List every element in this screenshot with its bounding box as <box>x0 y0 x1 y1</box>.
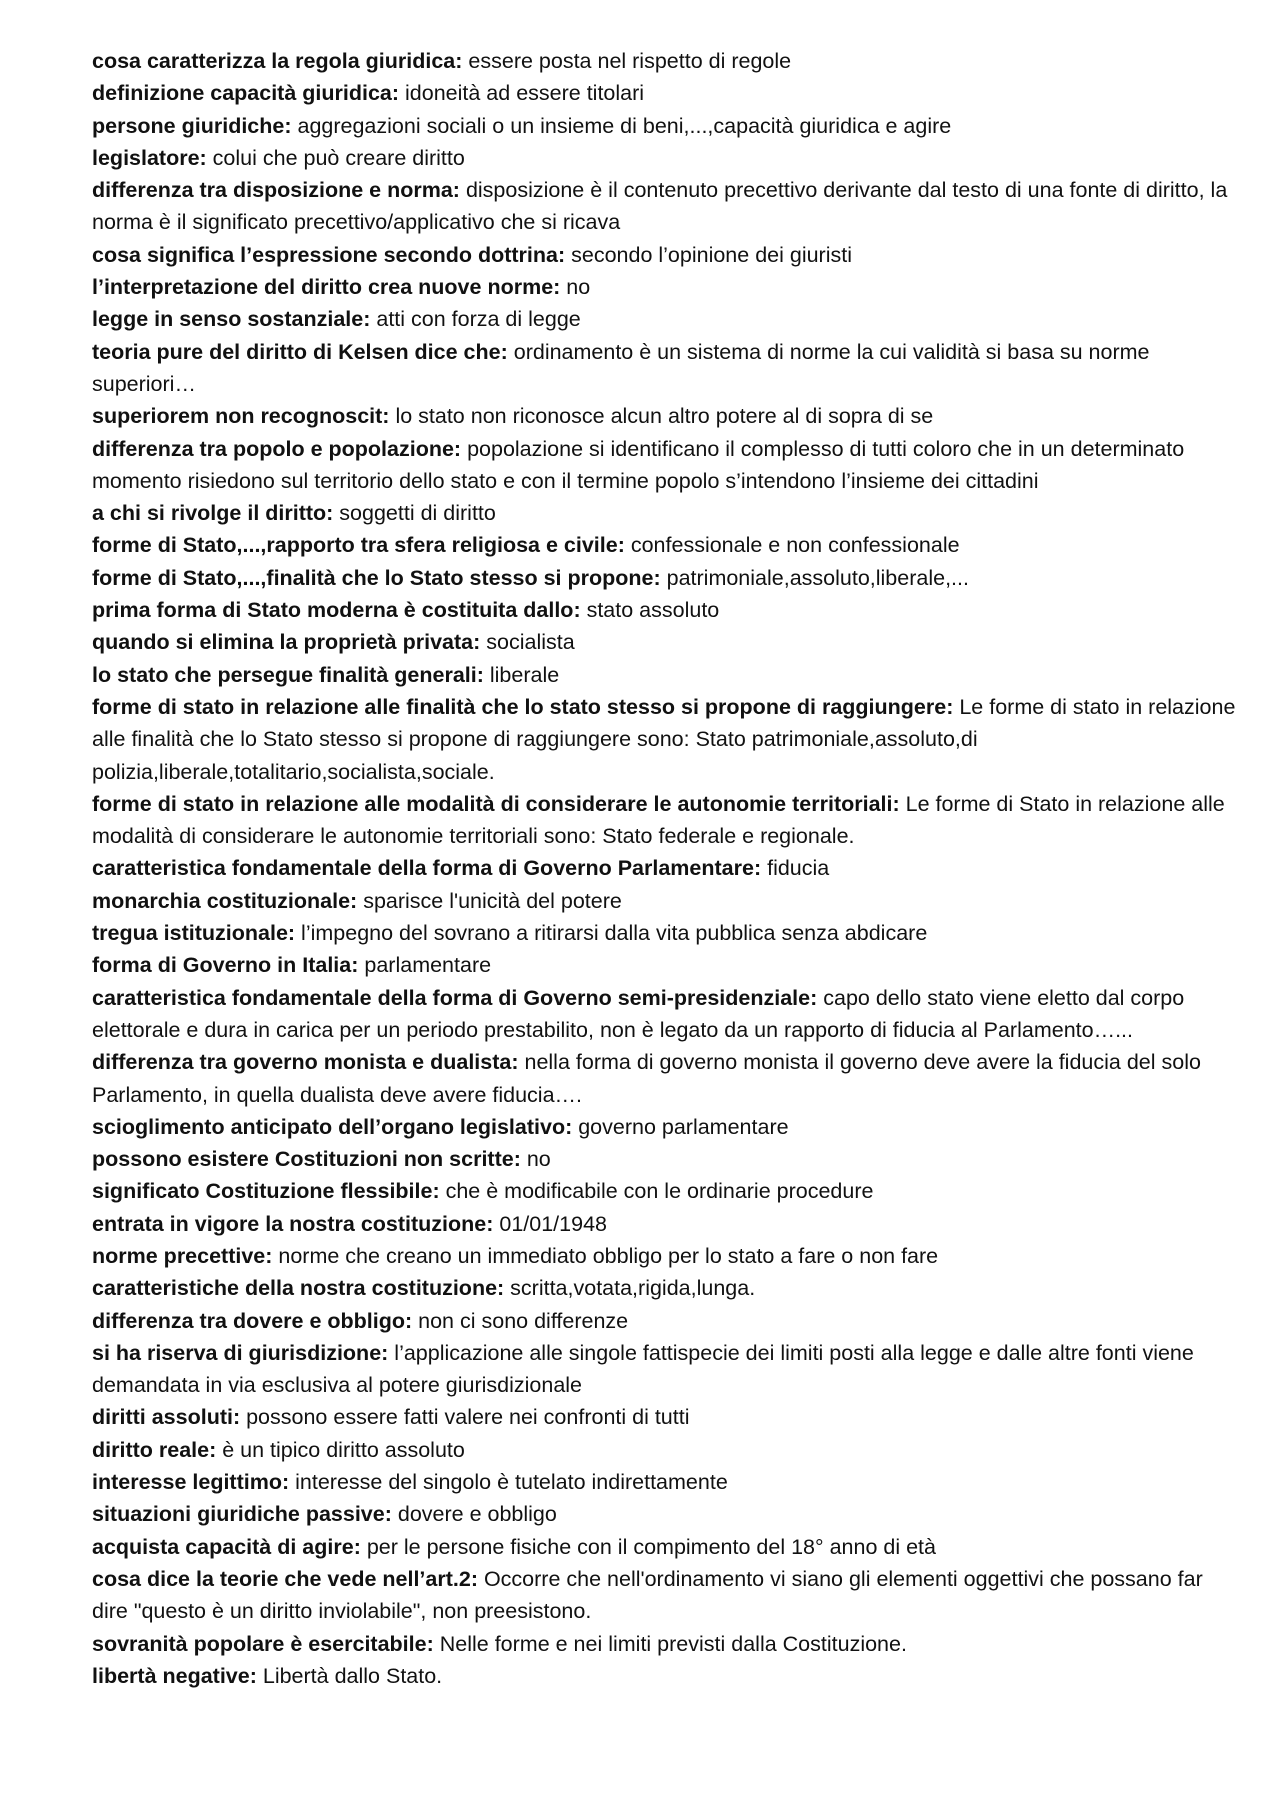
answer-text: nella forma di governo monista il governo deve avere la fiducia del solo Parlamento, in quella dualista deve avere fiducia…. <box>92 1050 1201 1107</box>
qa-entry <box>92 239 1244 271</box>
answer-text: no <box>560 275 591 300</box>
qa-entry <box>92 142 1244 174</box>
qa-entry <box>92 691 1244 788</box>
qa-entry <box>92 303 1244 335</box>
question-label: prima forma di Stato moderna è costituita dallo: <box>92 598 581 623</box>
question-label: teoria pure del diritto di Kelsen dice che: <box>92 339 508 364</box>
answer-text: governo parlamentare <box>572 1114 789 1139</box>
question-label: significato Costituzione flessibile: <box>92 1179 440 1204</box>
qa-entry <box>92 1175 1244 1207</box>
qa-entry <box>92 400 1244 432</box>
question-label: diritti assoluti: <box>92 1405 241 1430</box>
answer-text: Le forme di Stato in relazione alle modalità di considerare le autonomie territoriali sono: Stato federale e regionale. <box>92 791 1225 849</box>
answer-text: ordinamento è un sistema di norme la cui validità si basa su norme superiori… <box>92 339 1150 396</box>
qa-entry <box>92 497 1244 529</box>
question-label: forme di Stato,...,rapporto tra sfera religiosa e civile: <box>92 533 625 558</box>
qa-entry <box>92 1305 1244 1337</box>
question-label: quando si elimina la proprietà privata: <box>92 630 481 655</box>
answer-text: essere posta nel rispetto di regole <box>462 49 792 73</box>
question-label: diritto reale: <box>92 1437 217 1462</box>
answer-text: patrimoniale,assoluto,liberale,... <box>660 565 969 590</box>
question-label: differenza tra governo monista e dualista: <box>92 1050 519 1075</box>
qa-entry <box>92 885 1244 917</box>
answer-text: per le persone fisiche con il compimento del 18° anno di età <box>360 1534 936 1559</box>
answer-text: Occorre che nell'ordinamento vi siano gli elementi oggettivi che possano far dire "questo è un diritto inviolabile", non preesistono. <box>92 1566 1203 1624</box>
qa-entry <box>92 336 1244 401</box>
qa-entry <box>92 852 1244 884</box>
answer-text: che è modificabile con le ordinarie procedure <box>439 1179 874 1204</box>
question-label: situazioni giuridiche passive: <box>92 1502 392 1527</box>
question-label: differenza tra disposizione e norma: <box>92 178 460 203</box>
qa-entry <box>92 271 1244 303</box>
qa-entry <box>92 174 1244 239</box>
question-label: interesse legittimo: <box>92 1470 290 1495</box>
answer-text: soggetti di diritto <box>333 501 496 526</box>
question-label: cosa dice la teorie che vede nell’art.2: <box>92 1566 478 1591</box>
answer-text: Libertà dallo Stato. <box>256 1663 443 1688</box>
answer-text: Nelle forme e nei limiti previsti dalla Costituzione. <box>433 1631 907 1656</box>
question-label: caratteristiche della nostra costituzione: <box>92 1276 505 1301</box>
qa-entry <box>92 1466 1244 1498</box>
question-label: tregua istituzionale: <box>92 921 296 946</box>
answer-text: norme che creano un immediato obbligo per lo stato a fare o non fare <box>272 1243 939 1268</box>
qa-entry <box>92 1046 1244 1111</box>
document-page <box>92 45 1244 1692</box>
qa-entry <box>92 626 1244 658</box>
question-label: monarchia costituzionale: <box>92 888 358 913</box>
qa-entry <box>92 1531 1244 1563</box>
question-label: norme precettive: <box>92 1243 273 1268</box>
qa-entry <box>92 788 1244 853</box>
qa-entry <box>92 110 1244 142</box>
answer-text: liberale <box>483 662 560 687</box>
question-label: scioglimento anticipato dell’organo legislativo: <box>92 1114 573 1139</box>
question-label: superiorem non recognoscit: <box>92 404 390 429</box>
qa-entry <box>92 1240 1244 1272</box>
qa-entry <box>92 659 1244 691</box>
answer-text: non ci sono differenze <box>412 1308 629 1333</box>
answer-text: fiducia <box>761 856 830 881</box>
question-label: legge in senso sostanziale: <box>92 307 371 332</box>
qa-entry <box>92 1143 1244 1175</box>
question-label: forme di stato in relazione alle finalità che lo stato stesso si propone di raggiungere: <box>92 694 954 719</box>
question-label: differenza tra popolo e popolazione: <box>92 436 462 461</box>
answer-text: scritta,votata,rigida,lunga. <box>504 1276 756 1301</box>
answer-text: colui che può creare diritto <box>206 145 465 170</box>
qa-entry <box>92 1628 1244 1660</box>
qa-entry <box>92 594 1244 626</box>
answer-text: confessionale e non confessionale <box>624 533 960 558</box>
question-label: sovranità popolare è esercitabile: <box>92 1631 434 1656</box>
question-label: caratteristica fondamentale della forma di Governo Parlamentare: <box>92 856 762 881</box>
question-label: a chi si rivolge il diritto: <box>92 501 334 526</box>
qa-entry <box>92 77 1244 109</box>
question-label: legislatore: <box>92 145 207 170</box>
answer-text: secondo l’opinione dei giuristi <box>565 242 852 267</box>
qa-entry <box>92 1563 1244 1628</box>
answer-text: parlamentare <box>358 953 492 978</box>
question-label: definizione capacità giuridica: <box>92 81 400 106</box>
answer-text: 01/01/1948 <box>493 1211 607 1236</box>
answer-text: capo dello stato viene eletto dal corpo elettorale e dura in carica per un periodo prestabilito, non è legato da un rapporto di fiducia al Parlamento…... <box>92 985 1185 1042</box>
question-label: cosa caratterizza la regola giuridica: <box>92 49 463 73</box>
qa-entry <box>92 529 1244 561</box>
question-label: caratteristica fondamentale della forma di Governo semi-presidenziale: <box>92 985 818 1010</box>
answer-text: idoneità ad essere titolari <box>399 81 645 106</box>
answer-text: Le forme di stato in relazione alle finalità che lo Stato stesso si propone di raggiungere sono: Stato patrimoniale,assoluto,di polizia,liberale,totalitario,socialista,sociale. <box>92 694 1236 784</box>
qa-entry <box>92 1208 1244 1240</box>
question-label: possono esistere Costituzioni non scritte: <box>92 1147 521 1172</box>
answer-text: socialista <box>480 630 575 655</box>
answer-text: no <box>520 1147 551 1172</box>
answer-text: disposizione è il contenuto precettivo derivante dal testo di una fonte di diritto, la norma è il significato precettivo/applicativo che si ricava <box>92 178 1228 235</box>
answer-text: è un tipico diritto assoluto <box>216 1437 465 1462</box>
qa-entry <box>92 1111 1244 1143</box>
answer-text: sparisce l'unicità del potere <box>357 888 622 913</box>
question-label: forma di Governo in Italia: <box>92 953 359 978</box>
answer-text: interesse del singolo è tutelato indirettamente <box>289 1470 728 1495</box>
answer-text: l’applicazione alle singole fattispecie dei limiti posti alla legge e dalle altre fonti viene demandata in via esclusiva al potere giurisdizionale <box>92 1340 1194 1398</box>
question-label: forme di stato in relazione alle modalità di considerare le autonomie territoriali: <box>92 791 900 816</box>
question-label: si ha riserva di giurisdizione: <box>92 1340 389 1365</box>
qa-entry <box>92 1401 1244 1433</box>
question-label: libertà negative: <box>92 1663 257 1688</box>
qa-entry <box>92 917 1244 949</box>
qa-entry <box>92 433 1244 498</box>
answer-text: l’impegno del sovrano a ritirarsi dalla vita pubblica senza abdicare <box>295 921 928 946</box>
question-label: forme di Stato,...,finalità che lo Stato stesso si propone: <box>92 565 661 590</box>
answer-text: popolazione si identificano il complesso di tutti coloro che in un determinato momento risiedono sul territorio dello stato e con il termine popolo s’intendono l’insieme dei cittadini <box>92 436 1185 493</box>
question-label: acquista capacità di agire: <box>92 1534 361 1559</box>
qa-entry <box>92 562 1244 594</box>
qa-entry <box>92 45 1244 77</box>
answer-text: dovere e obbligo <box>391 1502 557 1527</box>
question-label: persone giuridiche: <box>92 113 292 138</box>
answer-text: stato assoluto <box>580 598 720 623</box>
qa-entry <box>92 1498 1244 1530</box>
question-label: lo stato che persegue finalità generali: <box>92 662 484 687</box>
answer-text: aggregazioni sociali o un insieme di beni,...,capacità giuridica e agire <box>291 113 952 138</box>
question-label: cosa significa l’espressione secondo dottrina: <box>92 242 566 267</box>
question-label: entrata in vigore la nostra costituzione: <box>92 1211 494 1236</box>
qa-entry <box>92 1660 1244 1692</box>
answer-text: lo stato non riconosce alcun altro potere al di sopra di se <box>389 404 934 429</box>
qa-entry <box>92 982 1244 1047</box>
question-label: differenza tra dovere e obbligo: <box>92 1308 413 1333</box>
qa-entry <box>92 1272 1244 1304</box>
qa-entry <box>92 1434 1244 1466</box>
question-label: l’interpretazione del diritto crea nuove norme: <box>92 275 561 300</box>
answer-text: atti con forza di legge <box>370 307 581 332</box>
qa-entry <box>92 1337 1244 1402</box>
answer-text: possono essere fatti valere nei confronti di tutti <box>240 1405 690 1430</box>
qa-entry <box>92 949 1244 981</box>
